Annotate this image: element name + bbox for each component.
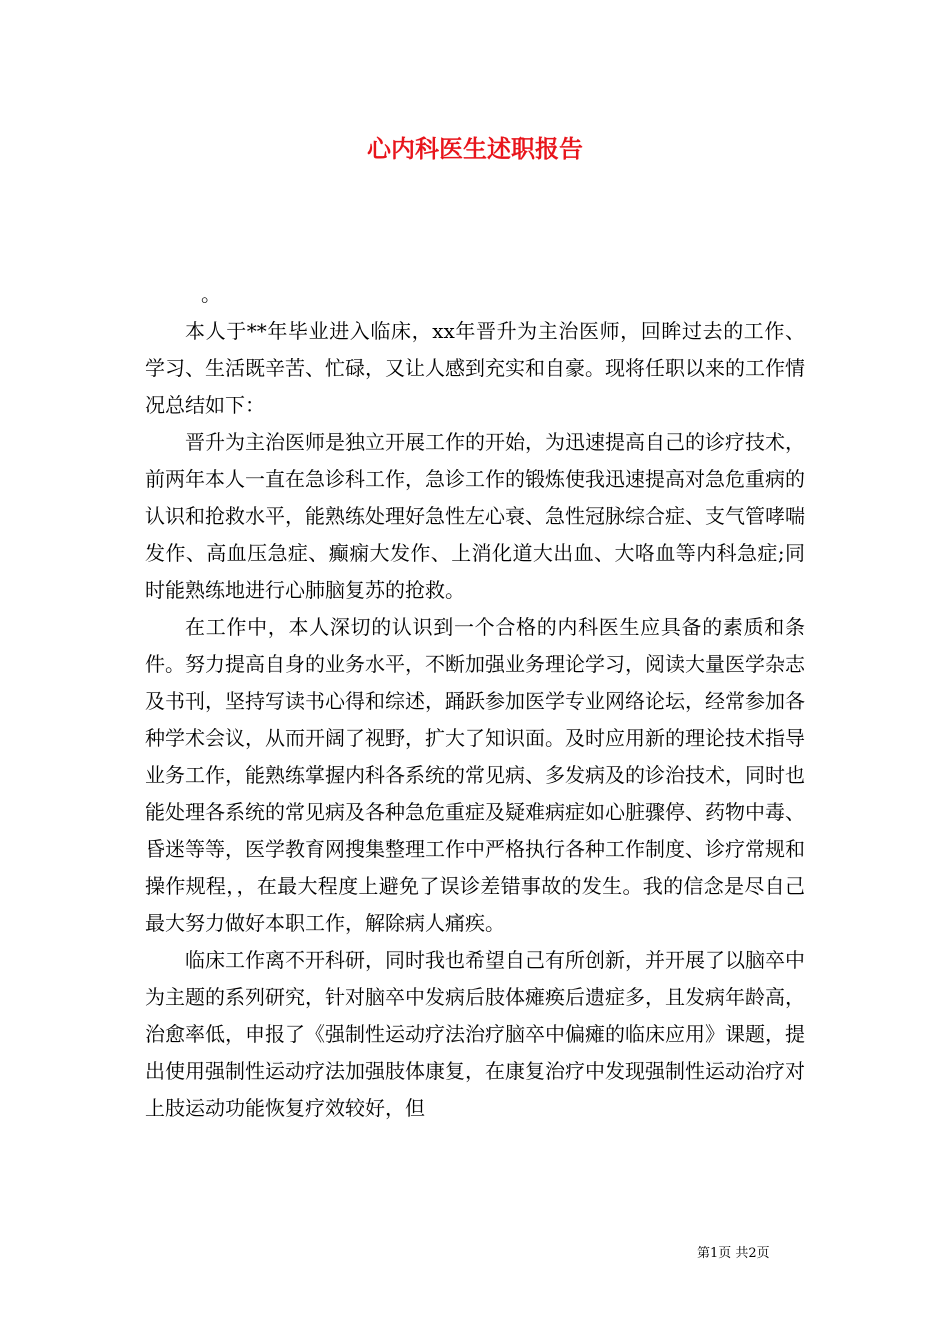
- paragraph-1: 本人于**年毕业进入临床，xx年晋升为主治医师，回眸过去的工作、学习、生活既辛苦、忙碌，又让人感到充实和自豪。现将任职以来的工作情况总结如下：: [145, 319, 805, 417]
- paragraph-3: 在工作中，本人深切的认识到一个合格的内科医生应具备的素质和条件。努力提高自身的业务水平，不断加强业务理论学习，阅读大量医学杂志及书刊，坚持写读书心得和综述，踊跃参加医学专业网络论坛，经常参加各种学术会议，从而开阔了视野，扩大了知识面。及时应用新的理论技术指导业务工作，能熟练掌握内科各系统的常见病、多发病及的诊治技术，同时也能处理各系统的常见病及各种急危重症及疑难病症如心脏骤停、药物中毒、昏迷等等，医学教育网搜集整理工作中严格执行各种工作制度、诊疗常规和操作规程，，在最大程度上避免了误诊差错事故的发生。我的信念是尽自己最大努力做好本职工作，解除病人痛疾。: [145, 615, 805, 935]
- document-title: 心内科医生述职报告: [367, 134, 583, 163]
- paragraph-4: 临床工作离不开科研，同时我也希望自己有所创新，并开展了以脑卒中为主题的系列研究，针对脑卒中发病后肢体瘫痪后遗症多，且发病年龄高，治愈率低，申报了《强制性运动疗法治疗脑卒中偏瘫的临床应用》课题，提出使用强制性运动疗法加强肢体康复，在康复治疗中发现强制性运动治疗对上肢运动功能恢复疗效较好，但: [145, 948, 805, 1120]
- paragraph-2: 晋升为主治医师是独立开展工作的开始，为迅速提高自己的诊疗技术，前两年本人一直在急诊科工作，急诊工作的锻炼使我迅速提高对急危重病的认识和抢救水平，能熟练处理好急性左心衰、急性冠脉综合症、支气管哮喘发作、高血压急症、癫痫大发作、上消化道大出血、大咯血等内科急症;同时能熟练地进行心肺脑复苏的抢救。: [145, 430, 805, 602]
- page-number-footer: 第1页 共2页: [697, 1246, 770, 1261]
- paragraph-dot: 。: [201, 282, 221, 306]
- document-body: [145, 276, 805, 1127]
